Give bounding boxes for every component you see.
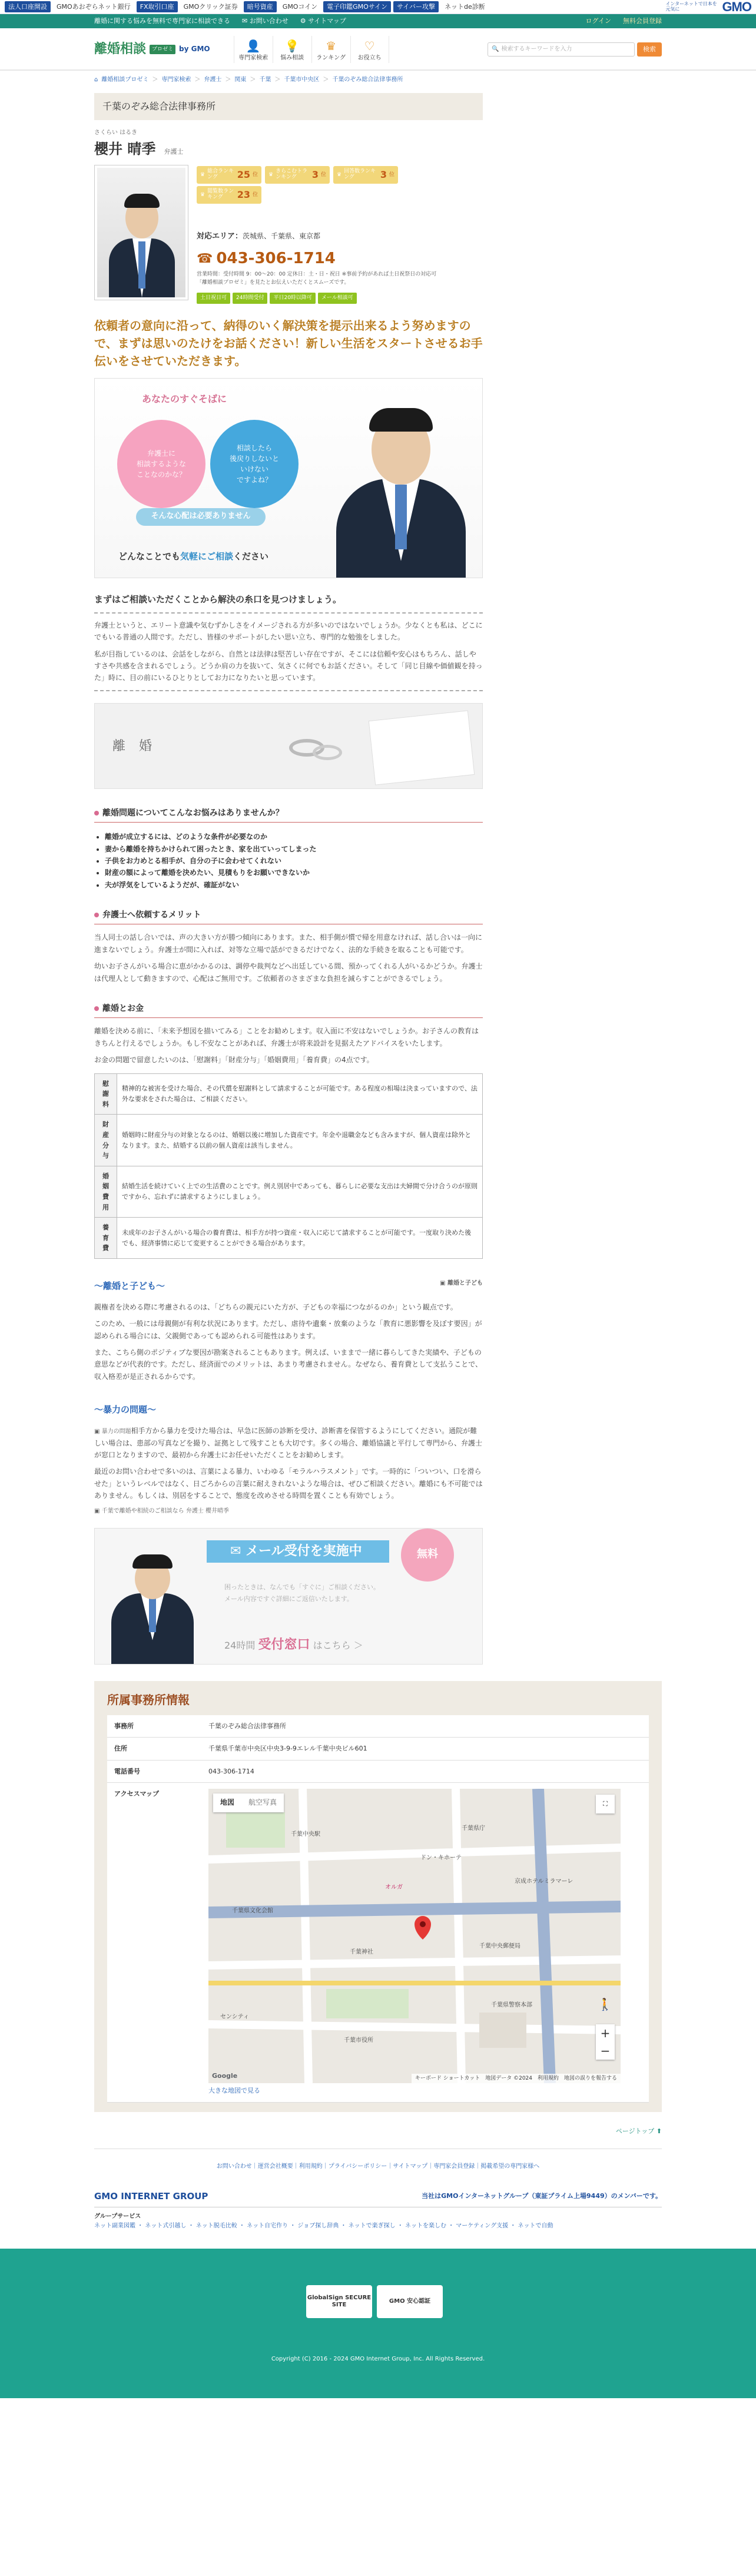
table-key: 住所: [107, 1738, 201, 1761]
list-item: • 財産の額によって離婚を決めたい、見積もりをお願いできないか: [105, 867, 483, 878]
fullscreen-icon[interactable]: ⛶: [596, 1795, 615, 1814]
business-hours: 営業時間：受付時間 9：00〜20：00 定休日：土・日・祝日 ※事前予約があれば土日祝祭日の対応可: [197, 271, 437, 278]
divider: [94, 690, 483, 691]
sitemap-link[interactable]: ⚙ サイトマップ: [300, 17, 346, 25]
banner-bottom-emph: 気軽にご相談: [180, 551, 234, 562]
gmo-link[interactable]: GMOあおぞらネット銀行: [57, 2, 131, 11]
map-label: ドン・キホーテ: [420, 1855, 462, 1862]
globalsign-badge[interactable]: GlobalSign SECURE SITE: [306, 2285, 372, 2318]
gmo-link[interactable]: 法人口座開設: [5, 1, 51, 13]
map-label: 千葉県文化会館: [232, 1908, 273, 1915]
breadcrumb-sep: ＞: [225, 77, 231, 83]
group-services: [94, 2212, 662, 2231]
google-logo: Google: [212, 2071, 238, 2080]
violence-text: 相手方から暴力を受けた場合は、早急に医師の診断を受け、診断書を保管するようにしてください。通院が難しい場合は、患部の写真などを撮り、証拠として残すことも大切です。多くの場合、離婚協議と平行して専門から、弁護士が窓口となりますので、最初から弁護士にお任せいただくことをお勧めします。: [94, 1427, 483, 1460]
mail-24h-link: はこちら ＞: [313, 1639, 363, 1651]
feature-tags: [197, 293, 483, 303]
section-title: 離婚とお金: [102, 1004, 144, 1014]
image-alt: 暴力の問題: [101, 1428, 131, 1435]
breadcrumb-item[interactable]: 千葉のぞみ総合法律事務所: [332, 77, 403, 83]
table-value: 043-306-1714: [201, 1760, 649, 1783]
table-value: 千葉のぞみ総合法律事務所: [201, 1715, 649, 1738]
copyright: Copyright (C) 2016 - 2024 GMO Internet Group, Inc. All Rights Reserved.: [271, 2355, 485, 2362]
contact-note: 「離婚相談プロゼミ」を見たとお伝えいただくとスムーズです。: [197, 279, 350, 286]
breadcrumb-sep: ＞: [323, 77, 329, 83]
gmo-group-bar: [0, 0, 756, 14]
area-value: 茨城県、千葉県、東京都: [243, 231, 321, 240]
mail-text: [224, 1582, 380, 1606]
banner-title: あなたのすぐそばに: [142, 393, 227, 405]
inquiry-label: お問い合わせ: [249, 17, 289, 25]
broken-image-icon: ▣ 千葉で離婚や相続のご相談なら 弁護士 櫻井晴季: [94, 1507, 229, 1514]
merit-para: 当人同士の話し合いでは、声の大きい方が勝つ傾向にあります。また、相手側が慣で帰を用意なければ、話し合いは一向に進まないでしょう。弁護士が間に入れば、対等な立場で話ができるだけでなく、法的な手続きを取ることも可能です。: [94, 933, 483, 954]
user-icon: 👤: [246, 39, 261, 53]
table-key: アクセスマップ: [107, 1783, 201, 2103]
gmo-link[interactable]: FX取引口座: [137, 1, 178, 13]
lawyer-mail-photo: [105, 1546, 200, 1664]
rank-label: 回答数ランキング: [344, 168, 376, 180]
zoom-control[interactable]: [596, 2024, 615, 2060]
top-nav: [0, 14, 756, 28]
map-label: 千葉神社: [350, 1949, 373, 1956]
gmo-group-note: 当社はGMOインターネットグループ（東証プライム上場9449）のメンバーです。: [422, 2192, 662, 2200]
mail-text-line: 困ったときは、なんでも「すぐに」ご相談ください。: [224, 1583, 380, 1591]
merit-para: 幼いお子さんがいる場合に恵がかかるのは、調停や裁判などへ出廷している間、預かってくれる人がいるかどうか。弁護士は代理人として動きますので、心配はご無用です。ご依頼者のさまざまな負担を減らすことができるでしょう。: [94, 962, 483, 983]
inquiry-link[interactable]: ✉ お問い合わせ: [242, 17, 289, 25]
worry-bubble-blue: 相談したら 後戻りしないと いけない ですよね？: [210, 420, 299, 508]
logo-main: 離婚相談: [94, 41, 147, 57]
nav-ranking[interactable]: [311, 36, 350, 63]
list-item: • 夫が浮気をしているようだが、確証がない: [105, 879, 483, 891]
map-label: 京成ホテルミラマーレ: [515, 1878, 573, 1885]
banner-bottom-text: どんなことでも: [118, 551, 181, 562]
breadcrumb-item[interactable]: 専門家検索: [161, 77, 191, 83]
rank-label: きらこむトランキング: [276, 168, 308, 180]
table-value: 千葉県千葉市中央区中央3-9-9エレル千葉中央ビル601: [201, 1738, 649, 1761]
table-row: [95, 1166, 483, 1217]
nav-useful[interactable]: [350, 36, 389, 63]
worry-list: [105, 831, 483, 891]
rank-unit: 位: [252, 191, 258, 198]
nav-label: 専門家検索: [238, 55, 268, 61]
area-label: 対応エリア：: [197, 231, 243, 241]
table-value: [201, 1783, 649, 2103]
header-nav: [234, 36, 389, 63]
mail-24h[interactable]: [224, 1635, 363, 1655]
rank-badge[interactable]: [333, 166, 398, 184]
pagetop-link[interactable]: [94, 2126, 662, 2137]
gmo-link[interactable]: GMOクリック証券: [183, 2, 238, 11]
breadcrumb-sep: ＞: [194, 77, 201, 83]
service-area: [197, 231, 483, 243]
section-title: 離婚問題についてこんなお悩みはありませんか？: [102, 808, 284, 818]
bullet-icon: [94, 811, 99, 815]
heart-icon: ♡: [364, 39, 375, 53]
register-link[interactable]: 無料会員登録: [623, 17, 662, 25]
worry-bubble-pink: 弁護士に 相談するような ことなのかな？: [117, 420, 205, 508]
rank-badge[interactable]: [197, 166, 261, 184]
rank-badge[interactable]: [265, 166, 330, 184]
nav-expert-search[interactable]: [234, 36, 273, 63]
crown-icon: ♛: [200, 171, 205, 178]
search-input[interactable]: [488, 42, 635, 57]
breadcrumb-sep: ＞: [274, 77, 281, 83]
table-row: [95, 1218, 483, 1259]
access-map[interactable]: [208, 1789, 621, 2083]
rank-unit: 位: [252, 171, 258, 178]
mail-band: [207, 1540, 389, 1563]
footer-links[interactable]: お問い合わせ｜運営会社概要｜利用規約｜プライバシーポリシー｜サイトマップ｜専門家会員登録｜掲載希望の専門家様へ: [94, 2149, 662, 2171]
rings-label: 離 婚: [112, 738, 157, 754]
section-title: 〜離婚と子ども〜: [94, 1280, 165, 1291]
crown-icon: ♛: [268, 171, 274, 178]
rank-num: 3: [380, 169, 387, 181]
zoom-in-icon[interactable]: +: [600, 2026, 611, 2041]
map-type-toggle: [213, 1793, 284, 1812]
pagetop-label: ページトップ: [615, 2127, 655, 2135]
table-row: [95, 1115, 483, 1166]
feature-tag: 土日祝日可: [197, 293, 230, 303]
gmo-link[interactable]: 暗号資産: [244, 1, 277, 13]
office-name-bar: 千葉のぞみ総合法律事務所: [94, 93, 483, 120]
table-value: 結婚生活を続けていく上での生活費のことです。例え別居中であっても、暮らしに必要な支出は夫婦間で分け合うのが原則ですから、忘れずに請求するようにしましょう。: [117, 1166, 483, 1217]
feature-tag: メール相談可: [318, 293, 357, 303]
phone-icon: ☎: [197, 251, 213, 266]
table-row: [107, 1715, 649, 1738]
gmo-trust-badge[interactable]: GMO 安心認証: [377, 2285, 443, 2318]
violence-para: 最近のお問い合わせで多いのは、言葉による暴力、いわゆる「モラルハラスメント」です。一時的に「ついつい、口を滑らせた」というレベルではなく、日ごろからの言葉に耐えきれないような場合は、ぜひご相談ください。離婚にも不可能ではありません。もしくは、別居をすることで、態度を改めさせる時間を置くことも有効でしょう。: [94, 1467, 483, 1500]
bulb-icon: 💡: [284, 39, 300, 53]
table-value: 婚姻時に財産分与の対象となるのは、婚姻以後に増加した資産です。年金や退職金なども含みますが、個人資産は除外となります。また、結婚する以前の個人資産は該当しません。: [117, 1115, 483, 1166]
logo-badge: プロゼミ: [150, 45, 175, 54]
rank-unit: 位: [389, 171, 394, 178]
divider: [94, 612, 483, 614]
children-para: 親権者を決める際に考慮されるのは、「どちらの親元にいた方が、子どもの幸福につながるのか」という観点です。: [94, 1302, 457, 1311]
lawyer-name-block: [94, 128, 483, 160]
lawyer-role: 弁護士: [164, 147, 184, 155]
feature-tag: 平日20時以降可: [270, 293, 315, 303]
image-alt: 千葉で離婚や相続のご相談なら 弁護士 櫻井晴季: [101, 1507, 229, 1514]
gmo-group-footer: [94, 2189, 662, 2207]
ranking-badges: [197, 166, 483, 184]
table-row: [95, 1073, 483, 1115]
map-footer[interactable]: キーボード ショートカット 地図データ ©2024 利用規約 地図の誤りを報告する: [412, 2074, 621, 2083]
breadcrumb: [94, 71, 483, 89]
mail-icon: ✉: [230, 1543, 246, 1559]
broken-image-icon: ▣ 離婚と子ども: [440, 1279, 483, 1287]
zoom-out-icon[interactable]: −: [600, 2044, 611, 2058]
banner-bottom: [118, 549, 268, 563]
firm-info-section: [94, 1681, 662, 2112]
table-key: 電話番号: [107, 1760, 201, 1783]
violence-heading: 〜暴力の問題〜: [94, 1404, 157, 1415]
feature-tag: 24時間受付: [233, 293, 267, 303]
main-content: [94, 71, 483, 1665]
rank-label: 閲覧数ランキング: [207, 188, 234, 200]
security-badges: [306, 2285, 443, 2318]
money-para: お金の問題で留意したいのは、「慰謝料」「財産分与」「婚姻費用」「養育費」の4点です。: [94, 1056, 374, 1065]
site-tagline: 離婚に関する悩みを無料で専門家に相談できる: [94, 17, 230, 25]
map-label: 千葉市役所: [344, 2037, 373, 2044]
gmo-group-logo[interactable]: GMO INTERNET GROUP: [94, 2190, 208, 2202]
section-heading: [94, 1002, 483, 1018]
broken-image-icon: ▣ 暴力の問題: [94, 1428, 131, 1435]
table-key: 養育費: [95, 1218, 117, 1259]
table-row: [107, 1738, 649, 1761]
map-label: 千葉県庁: [462, 1825, 485, 1832]
list-item: • 離婚が成立するには、どのような条件が必要なのか: [105, 831, 483, 843]
ring-icon: [313, 745, 342, 760]
table-key: 財産分与: [95, 1115, 117, 1166]
login-link[interactable]: ログイン: [585, 17, 611, 25]
rank-label: 総合ランキング: [207, 168, 234, 180]
list-item: • 妻から離婚を持ちかけられて困ったとき、家を出ていってしまった: [105, 843, 483, 855]
lawyer-photo: [94, 165, 188, 300]
home-icon: ⌂: [94, 77, 98, 83]
pegman-icon[interactable]: 🚶: [598, 1997, 612, 2012]
mail-band-text: メール受付を実施中: [246, 1543, 362, 1559]
footer-teal: [0, 2249, 756, 2398]
map-label: センシティ: [220, 2014, 249, 2021]
lawyer-kana: さくらい はるき: [94, 129, 138, 136]
rank-num: 25: [237, 169, 250, 181]
money-table: [94, 1073, 483, 1259]
bullet-icon: [94, 913, 99, 917]
nav-label: お役立ち: [357, 55, 382, 61]
breadcrumb-item[interactable]: 関東: [234, 77, 247, 83]
intro-para: 私が目指しているのは、会話をしながら、自然とは法律は堅苦しい存在ですが、そこには信頼や安心はもちろん、話しやすさや共感を含まれるでしょう。どうか肩の力を抜いて、気さくに何でもお話ください。そして「同じ目線や価値観を持った」時に、目の前にいるひとりとしてお力になりたいと思っています。: [94, 649, 483, 682]
table-key: 慰謝料: [95, 1073, 117, 1115]
phone-text: 043-306-1714: [216, 249, 336, 267]
image-alt: 離婚と子ども: [447, 1279, 483, 1287]
rank-num: 23: [237, 189, 250, 201]
logo-by: by GMO: [179, 45, 210, 54]
map-label: オルガ: [385, 1884, 403, 1891]
rank-badge[interactable]: [197, 186, 261, 204]
table-row: [107, 1783, 649, 2103]
rank-num: 3: [311, 169, 319, 181]
divorce-rings-image: [94, 703, 483, 789]
gmo-link[interactable]: GMOコイン: [282, 2, 318, 11]
nav-label: 悩み相談: [280, 55, 304, 61]
map-label: 千葉中央郵便局: [479, 1943, 520, 1950]
crown-icon: ♛: [337, 171, 342, 178]
violence-para: [94, 1425, 483, 1461]
map-label: 千葉県警察本部: [491, 2002, 532, 2009]
crown-icon: ♛: [326, 39, 337, 53]
gmo-logo-sub: インターネットで日本を元気に: [665, 1, 717, 12]
lawyer-name: 櫻井 晴季: [94, 140, 156, 157]
map-tab[interactable]: 地図: [220, 1798, 235, 1807]
lawyer-banner-photo: [313, 390, 483, 578]
table-key: 事務所: [107, 1715, 201, 1738]
crown-icon: ♛: [200, 191, 205, 198]
firm-heading: 所属事務所情報: [107, 1692, 190, 1707]
banner-pill: そんな心配は必要ありません: [136, 508, 266, 526]
map-canvas: [208, 1789, 621, 2083]
children-heading: [94, 1279, 483, 1293]
breadcrumb-item[interactable]: 弁護士: [204, 77, 222, 83]
search-icon: 🔍: [492, 46, 499, 52]
search-area: [488, 42, 662, 57]
search-placeholder: 検索するキーワードを入力: [501, 46, 572, 52]
breadcrumb-item[interactable]: 千葉市中央区: [284, 77, 320, 83]
gmo-link[interactable]: サイバー攻撃: [393, 1, 439, 13]
children-para: このため、一般には母親側が有利な状況にあります。ただし、虐待や遺棄・放棄のような「教育に悪影響を及ぼす要因」が認められる場合には、父親側であっても認められる可能性はあります。: [94, 1320, 482, 1340]
table-value: 未成年のお子さんがいる場合の養育費は、相手方が持つ資産・収入に応じて請求することが可能です。一度取り決めた後でも、経済事情に応じて変更することができる場合があります。: [117, 1218, 483, 1259]
banner-bottom-text: ください: [233, 551, 269, 562]
breadcrumb-sep: ＞: [152, 77, 158, 83]
intro-para: 弁護士というと、エリート意識や気むずかしさをイメージされる方が多いのではないでしょうか。少なくとも私は、どこにでもいる普通の人間です。ただし、皆様のサポートがしたい思い立ち、専門的な勉強をしました。: [94, 621, 483, 642]
search-button[interactable]: 検索: [637, 42, 662, 57]
nav-label: ランキング: [316, 55, 346, 61]
group-services-title: グループサービス: [94, 2213, 141, 2220]
gmo-link[interactable]: 電子印鑑GMOサイン: [323, 1, 391, 13]
gmo-logo-text: GMO: [722, 0, 751, 14]
section-heading: [94, 909, 483, 924]
mail-text-line: メール内容ですぐ詳細にご返信いたします。: [224, 1595, 353, 1603]
bullet-icon: [94, 1006, 99, 1011]
site-logo[interactable]: [94, 39, 210, 59]
mail-banner[interactable]: [94, 1528, 483, 1665]
arrow-up-icon: ⬆: [656, 2127, 662, 2135]
mail-24h-emph: 受付窓口: [258, 1637, 310, 1652]
site-header: [0, 28, 756, 71]
satellite-tab[interactable]: 航空写真: [248, 1798, 277, 1807]
table-key: 婚姻費用: [95, 1166, 117, 1217]
sitemap-label: サイトマップ: [308, 17, 346, 25]
firm-table: [107, 1715, 649, 2103]
ranking-badges-row2: [197, 186, 483, 204]
free-badge: 無料: [401, 1529, 454, 1582]
profile-block: [94, 165, 483, 304]
phone-number[interactable]: [197, 247, 483, 271]
lead-message: 依頼者の意向に沿って、納得のいく解決策を提示出来るよう努めますので、まずは思いのたけをお話ください！新しい生活をスタートさせるお手伝いをさせていただきます。: [94, 318, 483, 368]
group-services-links[interactable]: ネット副業図鑑 ・ ネット式引越し ・ ネット脱毛比較 ・ ネット自宅作り ・ ジョブ探し辞典 ・ ネットで楽ぎ探し ・ ネットを楽しむ ・ マーケティング支援 ・ ネットで自動: [94, 2222, 553, 2229]
intro-heading: まずはご相談いただくことから解決の糸口を見つけましょう。: [94, 594, 342, 605]
rank-unit: 位: [320, 171, 326, 178]
table-row: [107, 1760, 649, 1783]
section-title: 弁護士へ依頼するメリット: [102, 910, 201, 920]
map-label: 千葉中央駅: [291, 1831, 320, 1838]
gmo-link[interactable]: ネットde診断: [445, 2, 485, 11]
nav-consult[interactable]: [273, 36, 311, 63]
consultation-banner: [94, 378, 483, 578]
section-heading: [94, 807, 483, 823]
mail-24h-label: 24時間: [224, 1639, 256, 1651]
breadcrumb-item[interactable]: 離婚相談プロゼミ: [101, 77, 149, 83]
money-para: 離婚を決める前に、「未来予想図を描いてみる」ことをお勧めします。収入面に不安はないでしょうか。お子さんの教育はきちんと行えるでしょうか。もし不安なことがあれば、弁護士が将来設計を見据えたアドバイスをいたします。: [94, 1027, 479, 1047]
breadcrumb-sep: ＞: [250, 77, 256, 83]
children-para: また、こちら側のポジティブな要因が勘案されることもあります。例えば、いままで一緒に暮らしてきた実績や、子どもの意思などが代表的です。ただし、経済面でのメリットは、あまり考慮されません。なぜなら、養育費として支払うことで、収入格差が是正されるからです。: [94, 1348, 483, 1381]
breadcrumb-item[interactable]: 千葉: [259, 77, 271, 83]
document-icon: [369, 710, 475, 785]
list-item: • 子供をお力めとる相手が、自分の子に会わせてくれない: [105, 855, 483, 867]
table-value: 精神的な被害を受けた場合、その代償を慰謝料として請求することが可能です。ある程度の相場は決まっていますので、法外な要求をされた場合は、ご相談ください。: [117, 1073, 483, 1115]
large-map-link[interactable]: 大きな地図で見る: [208, 2087, 260, 2095]
